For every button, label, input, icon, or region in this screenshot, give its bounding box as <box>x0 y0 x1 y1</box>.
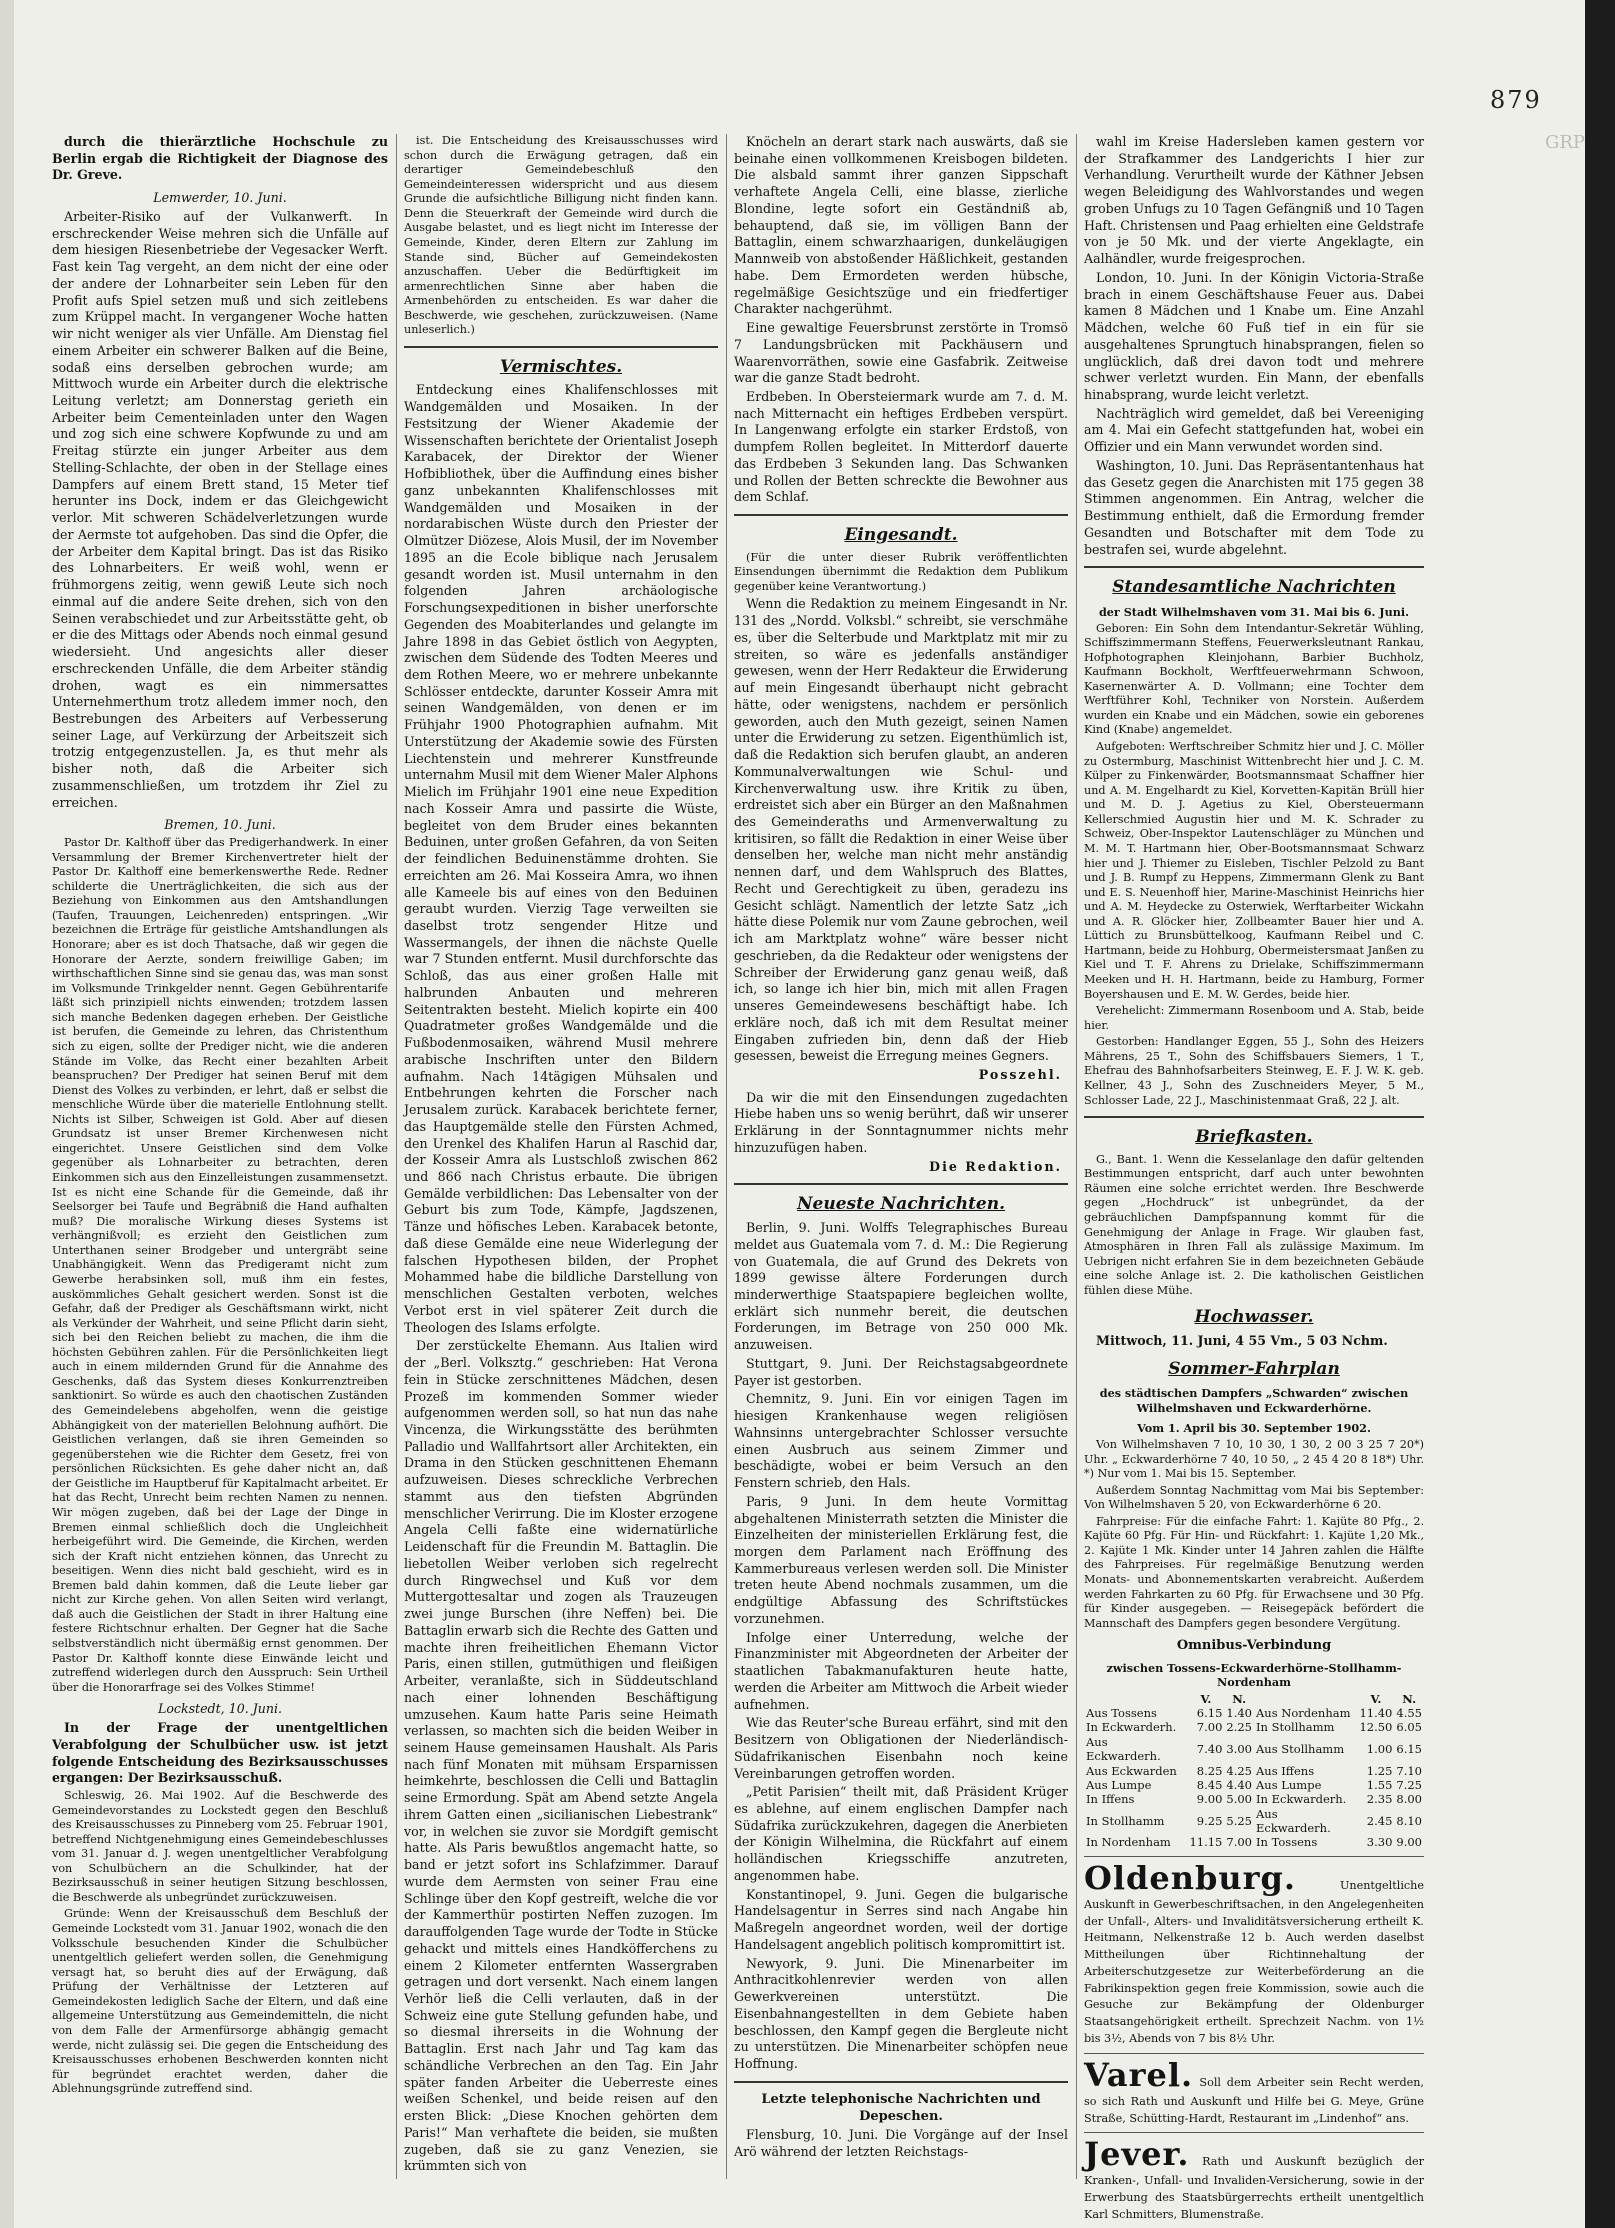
dateline-lockstedt: Lockstedt, 10. Juni. <box>157 1701 283 1717</box>
timetable-cell: 5.25 <box>1226 1813 1252 1828</box>
section-rule <box>404 346 718 348</box>
article-schulbuecher-intro: In der Frage der unentgeltlichen Verabfolgung der Schulbücher usw. ist jetzt folgende Entscheidung des Bezirksausschusses ergangen: Der Bezirksausschuß. <box>52 1720 388 1786</box>
timetable-cell: 9.00 <box>1196 1792 1223 1807</box>
omnibus-route: zwischen Tossens-Eckwarderhörne-Stollhamm-Nordenham <box>1106 1660 1402 1690</box>
ad-jever <box>1084 2132 1424 2222</box>
heading-neueste-nachrichten: Neueste Nachrichten. <box>796 1194 1006 1215</box>
timetable-cell: 4.40 <box>1226 1777 1252 1792</box>
eingesandt-letter: Wenn die Redaktion zu meinem Eingesandt in Nr. 131 des „Nordd. Volksbl.“ schreibt, sie verschmähe es, über die Selterbude und Marktplatz mit mir zu streiten, so wäre es jedenfalls anständiger gewesen, wenn der Herr Redakteur die Erwiderung auf mein Eingesandt überhaupt nicht gebracht hätte, oder wenigstens, nachdem er persönlich geworden, auch den Muth gezeigt, seinen Namen unter die Erwiderung zu setzen. Eigenthümlich ist, daß die Redaktion sich berufen glaubt, an anderen Kommunalverwaltungen wie Schul- und Kirchenverwaltung usw. ihre Kritik zu üben, erdreistet sich aber ein Bürger an den Maßnahmen des Gemeinderaths und Armenverwaltung zu kritisiren, so fällt die Redaktion in einer Weise über denselben her, welche man nicht mehr anständig nennen darf, und dem Wahlspruch des Blattes, Recht und Gerechtigkeit zu üben, geradezu ins Gesicht schlägt. Namentlich der letzte Satz „ich hätte diese Polemik nur vom Zaune gebrochen, weil ich am Marktplatz wohne“ wäre besser nicht geschrieben, da die Redakteur oder wenigstens der Schreiber der Erwiderung ganz genau weiß, daß ich, so lange ich hier bin, mich mit allen Fragen unseres Gemeindewesens beschäftigt habe. Ich erkläre noch, daß ich mit dem Resultat meiner Eingaben zufrieden bin, denn daß der Hieb gesessen, beweist die Erregung meines Gegners. <box>734 596 1068 1064</box>
timetable-header-cell: N. <box>1232 1691 1247 1706</box>
timetable-cell: 7.00 <box>1226 1835 1252 1850</box>
timetable-cell: In Eckwarderh. <box>1256 1792 1347 1807</box>
article-khalifenschloss: Entdeckung eines Khalifenschlosses mit Wandgemälden und Mosaiken. In der Festsitzung der Wiener Akademie der Wissenschaften berichtete der Orientalist Joseph Karabacek, der Direktor der Wiener Hofbibliothek, über die Auffindung eines bisher ganz unbekannten Khalifenschlosses mit Wandgemälden und Mosaiken in der nordarabischen Wüste durch den Priester der Olmützer Diözese, Alois Musil, der im November 1895 an die Ecole biblique nach Jerusalem gesandt worden ist. Musil unternahm in den folgenden Jahren archäologische Forschungsexpeditionen in bisher unerforschte Gegenden des Moabiterlandes und gelangte im Jahre 1898 in das Gebiet östlich von Aegypten, zwischen dem Südende des Todten Meeres und dem Rothen Meere, wo er mehrere unbekannte Schlösser entdeckte, darunter Kosseir Amra mit seinen Wandgemälden, von denen er im Frühjahr 1900 Photographien aufnahm. Mit Unterstützung der Akademie sowie des Fürsten Liechtenstein und mehrerer Kunstfreunde unternahm Musil mit dem Wiener Maler Alphons Mielich im Frühjahr 1901 eine neue Expedition nach Kosseir Amra und passirte die Wüste, begleitet von dem Bruder eines bekannten Beduinen, unter großen Gefahren, da von Seiten der feindlichen Beduinenstämme drohten. Sie erreichten am 26. Mai Kosseira Amra, wo ihnen alle Kameele bis auf eines von den Beduinen geraubt wurden. Vierzig Tage verweilten sie daselbst trotz sengender Hitze und Wassermangels, der ihnen die nächste Quelle war 7 Stunden entfernt. Musil durchforschte das Schloß, das aus einer großen Halle mit halbrunden Anbauten und mehreren Seitentrakten besteht. Mielich kopirte ein 400 Quadratmeter großes Wandgemälde und die Fußbodenmosaiken, während Musil mehrere arabische Inschriften unter den Bildern aufnahm. Nach 14tägigen Mühsalen und Entbehrungen kehrten die Forscher nach Jerusalem zurück. Karabacek berichtete ferner, das Hauptgemälde stelle den Fürsten Achmed, den Urenkel des Khalifen Harun al Raschid dar, der Kosseir Amra als Lustschloß zwischen 862 und 866 nach Christus erbaute. Die übrigen Gemälde verbildlichen: Das Lebensalter von der Geburt bis zum Tode, Kämpfe, Jagdszenen, Tänze und höfisches Leben. Karabacek betonte, daß diese Gemälde eine neue Widerlegung der falschen Hypothesen bilden, der Prophet Mohammed habe die bildliche Darstellung von menschlichen Gestalten verboten, welches Verbot erst in viel späterer Zeit durch die Theologen des Islams erfolgte. <box>404 382 718 1335</box>
news-finanzminister: Infolge einer Unterredung, welche der Finanzminister mit Abgeordneten der Arbeiter der staatlichen Tabakmanufakturen heute hatte, werden die Arbeiter am Mittwoch die Arbeit wieder aufnehmen. <box>734 1629 1068 1712</box>
timetable-cell: 8.45 <box>1196 1777 1223 1792</box>
letter-signature: Posszehl. <box>978 1067 1062 1083</box>
ad-varel-text: Soll dem Arbeiter sein Recht werden, so sich Rath und Auskunft und Hilfe bei G. Meye, Grüne Straße, Schütting-Hardt, Restaurant im „Lindenhof“ ans. <box>1084 2075 1424 2125</box>
article-schulbuecher-beschluss: Schleswig, 26. Mai 1902. Auf die Beschwerde des Gemeindevorstandes zu Lockstedt gegen den Beschluß des Kreisausschusses zu Pinneberg vom 25. Februar 1901, betreffend Nichtgenehmigung eines Gemeindebeschlusses vom 31. Januar d. J. wegen unentgeltlicher Verabfolgung von Schulbüchern an die Schulkinder, hat der Bezirksausschuß in seiner heutigen Sitzung beschlossen, die Beschwerde als unbegründet zurückzuweisen. <box>52 1788 388 1904</box>
timetable-cell: 8.25 <box>1196 1763 1223 1778</box>
timetable-cell: 1.00 <box>1366 1742 1393 1756</box>
fahrplan-prices: Fahrpreise: Für die einfache Fahrt: 1. Kajüte 80 Pfg., 2. Kajüte 60 Pfg. Für Hin- und Rückfahrt: 1. Kajüte 1,20 Mk., 2. Kajüte 1 Mk. Kinder unter 14 Jahren zahlen die Hälfte des Fahrpreises. Für regelmäßige Benutzung werden Monats- und Abonnementskarten verabreicht. Außerdem werden Fahrkarten zu 60 Pfg. für Erwachsene und 30 Pfg. für Kinder ausgegeben. — Reisegepäck befördert die Mannschaft des Dampfers gegen besondere Vergütung. <box>1084 1514 1424 1630</box>
timetable-cell: 3.30 <box>1366 1835 1393 1850</box>
timetable-row <box>1084 1807 1424 1836</box>
timetable-cell: 1.25 <box>1366 1763 1393 1778</box>
ad-oldenburg-text: Unentgeltliche Auskunft in Gewerbeschriftsachen, in den Angelegenheiten der Unfall-, Alters- und Invaliditätsversicherung ertheilt K. Heitmann, Nelkenstraße 12 b. Auch werden daselbst Mittheilungen über Richtinnehaltung der Arbeiterschutzgesetze zur Weiterbeförderung an die Fabrikinspektion gegen freie Kommission, sowie auch die Gesuche zur Bekämpfung der Oldenburger Staatsangehörigkeit ertheilt. Sprechzeit Nachm. von 1½ bis 3½, Abends von 7 bis 8½ Uhr. <box>1084 1878 1424 2045</box>
standesamt-aufgeboten: Aufgeboten: Werftschreiber Schmitz hier und J. C. Möller zu Ostermburg, Maschinist Wittenbrecht hier und J. C. M. Külper zu Finkenwärder, Bootsmannsmaat Schaffner hier und A. M. Engelhardt zu Kiel, Korvetten-Kapitän Brüll hier und M. D. J. Agetius zu Kiel, Obersteuermann Kellerschmied Augustin hier und M. K. Schrader zu Schweiz, Ober-Inspektor Lautenschläger zu München und M. M. T. Hartmann hier, Ober-Bootsmannsmaat Schwarz hier und J. Thiemer zu Eisleben, Tischler Pelzold zu Bant und J. B. Rumpf zu Heppens, Zimmermann Glenk zu Bant und E. S. Neuenhoff hier, Marine-Maschinist Heinrichs hier und A. M. Heydecke zu Osterwiek, Werftarbeiter Wickahn und A. R. Glöcker hier, Zollbeamter Bauer hier und A. Lüttich zu Brunsbüttelkoog, Kaufmann Reibel und C. Hartmann, beide zu Hohburg, Obermeistersmaat Janßen zu Kiel und T. F. Ahrens zu Drielake, Schiffszimmermann Meeken und H. H. Hartmann, beide zu Hamburg, Former Boyershausen und E. M. W. Gerdes, beide hier. <box>1084 740 1424 1001</box>
page-right-edge-shadow <box>1585 0 1615 2228</box>
timetable-row <box>1084 1706 1424 1720</box>
timetable-cell: Aus Iffens <box>1256 1763 1315 1778</box>
timetable-cell: 1.40 <box>1226 1706 1252 1721</box>
timetable-cell: 4.55 <box>1396 1706 1422 1721</box>
timetable-cell: Aus Stollhamm <box>1256 1742 1345 1756</box>
faint-page-code: GRP <box>1545 132 1586 153</box>
timetable-cell: 1.55 <box>1366 1777 1393 1792</box>
timetable-cell: 8.10 <box>1396 1813 1422 1828</box>
timetable-cell: 7.25 <box>1396 1777 1422 1792</box>
column-4 <box>1084 134 1424 2221</box>
article-kreisausschuss-end: ist. Die Entscheidung des Kreisausschusses wird schon durch die Erwägung getragen, daß ein derartiger Gemeindebeschluß den Gemeindeinteressen widerspricht und aus diesem Grunde die aufsichtliche Billigung nicht finden kann. Denn die Steuerkraft der Gemeinde wird durch die Ausgabe belastet, und es liegt nicht im Interesse der Gemeinde, Kinder, deren Eltern zur Zahlung im Stande sind, Bücher auf Gemeindekosten anzuschaffen. Ueber die Bedürftigkeit im armenrechtlichen Sinne aber haben die Armenbehörden zu entscheiden. Es war daher die Beschwerde, wie geschehen, zurückzuweisen. (Name unleserlich.) <box>404 134 718 337</box>
timetable-cell: In Stollhamm <box>1086 1813 1165 1828</box>
section-rule <box>734 1183 1068 1185</box>
briefkasten-answer: G., Bant. 1. Wenn die Kesselanlage den dafür geltenden Bestimmungen entspricht, darf auch unter bewohnten Räumen eine solche errichtet werden. Ihre Beschwerde gegen „Hochdruck“ ist unbegründet, da der gebräuchlichen Dampfspannung kommt für die Genehmigung der Anlage in Frage. Wir glauben fast, Atmosphären in Ihren Fall als zulässige Maximum. Im Uebrigen nicht erfahren Sie in dem bezeichneten Gebäude eine solche Anlage ist. 2. Die katholischen Geistlichen fühlen diese Mühe. <box>1084 1152 1424 1297</box>
fahrplan-departures: Von Wilhelmshaven 7 10, 10 30, 1 30, 2 00 3 25 7 20*) Uhr. „ Eckwarderhörne 7 40, 10 50, „ 2 45 4 20 8 18*) Uhr. *) Nur vom 1. Mai bis 15. September. <box>1084 1437 1424 1481</box>
standesamt-geboren: Geboren: Ein Sohn dem Intendantur-Sekretär Wühling, Schiffszimmermann Steffens, Feuerwerksleutnant Rankau, Hofphotographen Kleinjohann, Barbier Buchholz, Kaufmann Bockholt, Werftfeuerwehrmann Schwoon, Kasernenwärter A. D. Vollmann; eine Tochter dem Werftführer Kohl, Techniker von Norstein. Außerdem wurden ein Knabe und ein Mädchen, sowie ein geborenes Kind (Knabe) angemeldet. <box>1084 621 1424 737</box>
dateline-bremen: Bremen, 10. Juni. <box>164 817 276 833</box>
ad-oldenburg-title: Oldenburg. <box>1084 1858 1297 1897</box>
timetable-cell: 4.25 <box>1226 1763 1252 1778</box>
article-hadersleben: wahl im Kreise Hadersleben kamen gestern vor der Strafkammer des Landgerichts I hier zur Verhandlung. Verurtheilt wurde der Käthner Jebsen wegen Beleidigung des Wahlvorstandes und wegen groben Unfugs zu 10 Tagen Gefängniß und 10 Tagen Haft. Christensen und Paag erhielten eine Geldstrafe von je 50 Mk. und der vierte Angeklagte, ein Aalhändler, wurde freigesprochen. <box>1084 134 1424 267</box>
section-rule <box>1084 566 1424 568</box>
timetable-cell: 12.50 <box>1359 1720 1393 1735</box>
column-rule-2 <box>726 134 727 2179</box>
omnibus-timetable <box>1084 1692 1424 1850</box>
timetable-cell: 6.15 <box>1196 1706 1223 1721</box>
heading-standesamt: Standesamtliche Nachrichten <box>1112 577 1396 598</box>
timetable-cell: 6.15 <box>1396 1742 1422 1756</box>
ad-jever-text: Rath und Auskunft bezüglich der Kranken-, Unfall- und Invaliden-Versicherung, sowie in der Erwerbung des Staatsbürgerrechts ertheilt unentgeltlich Karl Schmitters, Blumenstraße. <box>1084 2155 1424 2221</box>
standesamt-gestorben: Gestorben: Handlanger Eggen, 55 J., Sohn des Heizers Mährens, 25 T., Sohn des Schiffsbauers Siemers, 1 T., Ehefrau des Bahnhofsarbeiters Steinweg, E. F. J. W. K. geb. Kellner, 43 J., Sohn des Zuschneiders Meyer, 5 M., Schlosser Lade, 22 J., Maschinistenmaat Graß, 22 J. alt. <box>1084 1035 1424 1107</box>
article-celli-continued: Knöcheln an derart stark nach auswärts, daß sie beinahe einen vollkommenen Kreisbogen bildeten. Die alsbald sammt ihrer ganzen Sippschaft verhaftete Angela Celli, eine blasse, zierliche Blondine, legte sofort ein Geständniß ab, behauptend, daß sie, im völligen Bann der Battaglin, einem schwarzhaarigen, dunkeläugigen Mannweib von abstoßender Häßlichkeit, gestanden habe. Dem Ermordeten werden hübsche, regelmäßige Gesichtszüge und ein friedfertiger Charakter nachgerühmt. <box>734 134 1068 317</box>
article-arbeiter-risiko: Arbeiter-Risiko auf der Vulkanwerft. In erschreckender Weise mehren sich die Unfälle auf dem hiesigen Riesenbetriebe der Vegesacker Werft. Fast kein Tag vergeht, an dem nicht der eine oder der andere der Lohnarbeiter sein Leben für den Profit aufs Spiel setzen muß und sich zeitlebens zum Krüppel macht. In vergangener Woche hatten wir nicht weniger als vier Unfälle. Am Dienstag fiel einem Arbeiter ein schwerer Balken auf die Beine, sodaß eins derselben gebrochen wurde; am Mittwoch wurde ein Arbeiter durch die elektrische Leitung verletzt; am Donnerstag gerieth ein Arbeiter beim Cementeinladen unter den Wagen und zog sich eine schwere Kopfwunde zu und am Freitag stürzte ein junger Arbeiter aus dem Stelling-Schlachte, der oben in der Stellage eines Dampfers auf einem Brett stand, 15 Meter tief herunter ins Dock, indem er das Gleichgewicht verlor. Mit schweren Schädelverletzungen wurde der Aermste tot aufgehoben. Das sind die Opfer, die der Arbeiter dem Kapital bringt. Das ist das Risiko des Lohnarbeiters. Er weiß wohl, wenn er frühmorgens zeitig, wenn gewiß Leute sich noch einmal auf die andere Seite drehen, sich von den Seinen verabschiedet und zur Arbeitsstätte geht, ob er die des Mittags oder Abends noch einmal gesund wiedersieht. Und angesichts aller dieser erschreckenden Unfälle, die dem Arbeiter ständig drohen, wagt es ein nimmersattes Unternehmerthum trotz alledem immer noch, den Bestrebungen des Arbeiters auf Verbesserung seiner Lage, auf Verkürzung der Arbeitszeit sich trotzig entgegenzustellen. Ja, es thut mehr als bisher noth, daß die Arbeiter sich zusammenschließen, um trotzdem ihr Ziel zu erreichen. <box>52 208 388 810</box>
column-1 <box>52 134 388 2179</box>
section-rule <box>734 514 1068 516</box>
timetable-header-cell: V. <box>1370 1691 1382 1706</box>
timetable-cell: 2.25 <box>1226 1720 1252 1735</box>
page-number: 879 <box>1490 86 1542 114</box>
heading-letzte-nachrichten: Letzte telephonische Nachrichten und Depeschen. <box>761 2091 1041 2125</box>
timetable-cell: 2.35 <box>1366 1792 1393 1807</box>
timetable-cell: 2.45 <box>1366 1813 1393 1828</box>
timetable-cell: In Iffens <box>1086 1792 1135 1807</box>
heading-eingesandt: Eingesandt. <box>844 525 958 546</box>
timetable-cell: 8.00 <box>1396 1792 1422 1807</box>
timetable-cell: 9.00 <box>1396 1835 1422 1850</box>
fahrplan-subtitle: des städtischen Dampfers „Schwarden“ zwischen Wilhelmshaven und Eckwarderhörne. <box>1099 1386 1409 1415</box>
timetable-cell: Aus Eckwarderh. <box>1086 1734 1161 1764</box>
timetable-header-cell <box>1254 1692 1357 1706</box>
timetable-cell: In Stollhamm <box>1256 1720 1335 1735</box>
timetable-cell: 6.05 <box>1396 1720 1422 1735</box>
section-rule <box>734 2081 1068 2083</box>
timetable-cell: 7.00 <box>1196 1720 1223 1735</box>
timetable-row <box>1084 1778 1424 1792</box>
news-flensburg: Flensburg, 10. Juni. Die Vorgänge auf der Insel Arö während der letzten Reichstags- <box>734 2127 1068 2160</box>
timetable-row <box>1084 1764 1424 1778</box>
timetable-cell: Aus Tossens <box>1086 1706 1157 1721</box>
timetable-cell: 11.15 <box>1189 1835 1223 1850</box>
timetable-header-cell: N. <box>1402 1691 1417 1706</box>
timetable-cell: Aus Lumpe <box>1256 1777 1322 1792</box>
timetable-cell: 11.40 <box>1359 1706 1393 1721</box>
news-chemnitz: Chemnitz, 9. Juni. Ein vor einigen Tagen im hiesigen Krankenhause wegen religiösen Wahnsinns untergebrachter Schlosser versuchte einen Ausbruch aus seinem Zimmer und beschädigte, wobei er beim Versuch an den Fenstern schrieb, den Hals. <box>734 1391 1068 1491</box>
timetable-cell: 7.10 <box>1396 1763 1422 1778</box>
timetable-cell: In Eckwarderh. <box>1086 1720 1177 1735</box>
column-3 <box>734 134 1068 2179</box>
news-vereeniging: Nachträglich wird gemeldet, daß bei Vereeniging am 4. Mai ein Gefecht stattgefunden hat, wobei ein Offizier und ein Mann verwundet worden sind. <box>1084 405 1424 455</box>
news-reuter: Wie das Reuter'sche Bureau erfährt, sind mit den Besitzern von Obligationen der Niederländisch-Südafrikanischen Eisenbahn noch keine Vereinbarungen getroffen worden. <box>734 1715 1068 1781</box>
news-stuttgart: Stuttgart, 9. Juni. Der Reichstagsabgeordnete Payer ist gestorben. <box>734 1355 1068 1388</box>
ad-oldenburg <box>1084 1856 1424 2047</box>
column-rule-3 <box>1076 134 1077 2179</box>
timetable-cell: Aus Nordenham <box>1256 1706 1351 1721</box>
article-kalthoff: Pastor Dr. Kalthoff über das Predigerhandwerk. In einer Versammlung der Bremer Kirchenvertreter hielt der Pastor Dr. Kalthoff eine bemerkenswerthe Rede. Redner schilderte die Unerträglichkeiten, die sich aus der Beziehung von Einkommen aus den Amtshandlungen (Taufen, Trauungen, Leichenreden) entspringen. „Wir bezeichnen die Erträge für geistliche Amtshandlungen als Honorare; aber es ist doch Thatsache, daß wir gegen die Honorare der Aerzte, sondern freiwillige Gaben; im wirthschaftlichen Sinne sind sie genau das, was man sonst im Volksmunde Trinkgelder nennt. Gegen Gebührentarife läßt sich prinzipiell nichts einwenden; trotzdem lassen sich manche Bedenken dagegen erheben. Der Geistliche ist berufen, die Gemeinde zu lehren, das Christenthum sich zu eigen, sollte der Prediger nicht, wie die anderen Stände im Volke, das Recht einer bezahlten Arbeit beanspruchen? Der Prediger hat seinen Beruf mit dem Dienst des Volkes zu verbinden, er lehrt, daß er selbst die menschliche Würde über die materielle Entlohnung stellt. Nichts ist Silber, Schweigen ist Gold. Aber auf diesen Grundsatz ist unser Bremer Kirchenwesen nicht eingerichtet. Unsere Geistlichen sind dem Volke gegenüber als Lohnarbeiter zu betrachten, deren Einkommen sich aus den Einzelleistungen zusammensetzt. Ist es nicht eine Schande für die Gemeinde, daß ihr Seelsorger bei Taufe und Begräbniß die Hand aufhalten muß? Die moralische Wirkung dieses Systems ist verhängnißvoll; es erzieht den Geistlichen zum Unterthanen seiner Brodgeber und untergräbt seine Unabhängigkeit. Wenn das Predigeramt nicht zum Gewerbe herabsinken soll, muß ihm ein festes, auskömmliches Gehalt gesichert werden. Sonst ist die Gefahr, daß der Prediger als Geschäftsmann wirkt, nicht als Verkünder der Wahrheit, und seine Pflicht darin sieht, sich bei den Reichen beliebt zu machen, die ihm die höchsten Gebühren zahlen. Für die Persönlichkeiten liegt auch in einem mildernden Grund für die Annahme des Geschenks, daß das System dieses Konkurrenztreiben sanktionirt. So würde es auch den chaotischen Zuständen des Gemeindelebens abgeholfen, wenn die geistige Abhängigkeit von der materiellen Belohnung aufhört. Die Geistlichen verlangen, daß sie ihren Gemeinden so gegenüberstehen wie die Richter dem Gesetz, frei von persönlichen Rücksichten. Es gehe daher nicht an, daß der Geistliche im Hauptberuf für Kapitalmacht arbeitet. Er hat das Recht, Unrecht beim rechten Namen zu nennen. Wir mögen zugeben, daß bei der Lage der Dinge in Bremen einmal schließlich doch die Ungleichheit herbeigeführt wird. Die Gemeinde, die Kirchen, werden sich der Kraft nicht entziehen können, das Unrecht zu beseitigen. Wenn dies nicht bald geschieht, wird es in Bremen bald dahin kommen, daß die Leute lieber gar nicht zur Kirche gehen. Von allen Seiten wird verlangt, daß auch die Geistlichen der Stadt in ihrer Haltung eine festere Richtschnur erhalten. Der Gegner hat die Sache selbstverständlich nicht übermäßig ernst genommen. Der Pastor Dr. Kalthoff konnte diese Einwände leicht und zutreffend widerlegen durch den Ausspruch: Sein Urtheil über die Honorarfrage sei des Volkes Stimme! <box>52 836 388 1694</box>
section-rule <box>1084 1116 1424 1118</box>
timetable-cell: 7.40 <box>1196 1742 1223 1756</box>
timetable-cell: Aus Lumpe <box>1086 1777 1152 1792</box>
news-konstantinopel: Konstantinopel, 9. Juni. Gegen die bulgarische Handelsagentur in Serres sind nach Angabe hin Maßregeln angeordnet worden, weil der dortige Handelsagent angeblich politisch kompromittirt ist. <box>734 1886 1068 1952</box>
article-zerstueckelte-ehemann: Der zerstückelte Ehemann. Aus Italien wird der „Berl. Volksztg.“ geschrieben: Hat Verona fein in Stücke zerschnittenes Mädchen, desen Prozeß im kommenden Sommer wieder aufgenommen werden soll, so hat nun das nahe Vincenza, die Wirkungsstätte des berühmten Palladio und Wallfahrtsort aller Architekten, ein Drama in den Stücken geschnittenen Ehemann aufzuweisen. Dieses schreckliche Verbrechen stammt aus den tiefsten Abgründen menschlicher Verirrung. Die im Kloster erzogene Angela Celli faßte eine widernatürliche Leidenschaft für die Freundin M. Battaglin. Die liebetollen Weiber verloben sich regelrecht durch Ringwechsel und Kuß vor dem Muttergottesaltar und zogen als Trauzeugen zwei junge Burschen (ihre Neffen) bei. Die Battaglin erwarb sich die Rechte des Gatten und machte ihren freiheitlichen Ehemann Victor Paris, einen stillen, gutmüthigen und fleißigen Arbeiter, veranlaßte, sich in Süddeutschland nach einer lohnenden Beschäftigung umzusehen. Kaum hatte Paris seine Heimath verlassen, so machten sich die beiden Weiber in seinem Hause gemeinsamen Haushalt. Als Paris nach fünf Monaten mit mühsam Ersparnissen heimkehrte, beschlossen die Celli und Battaglin seine Ermordung. Spät am Abend setzte Angela ihrem Gatten einen „sicilianischen Liebestrank“ vor, in welchen sie zuvor sie Mordgift gemischt hatte. Als Paris bewußtlos angemacht hatte, so band er jetzt sofort ins Schlafzimmer. Darauf wurde dem Aermsten von seiner Frau eine Schlinge über den Kopf gestreift, welche die vor der Kammerthür postirten Neffen zuzogen. Im darauffolgenden Tage wurde der Todte in Stücke gehackt und mittels eines Handköfferchens zu einem 2 Kilometer entfernten Wassergraben getragen und dort versenkt. Nach einem langen Verhör ließ die Celli verlauten, daß in der Schweiz eine gute Stellung gefunden habe, und so diesmal ihrerseits in die Wohnung der Battaglin. Erst nach Jahr und Tag kam das schändliche Verbrechen an den Tag. Ein Jahr später fanden Arbeiter die Ueberreste eines weißen Schenkel, und beide reisen auf den ersten Blick: „Diese Knochen gehörten dem Paris!“ Man verhaftete die beiden, sie mußten zugeben, daß sie zu ganz Venezien, sie krümmten sich von <box>404 1338 718 2174</box>
timetable-row <box>1084 1792 1424 1806</box>
news-petit-parisien: „Petit Parisien“ theilt mit, daß Präsident Krüger es ablehne, auf einem englischen Dampfer nach Südafrika zurückzukehren, dagegen die Anerbieten der Königin Wilhelmina, die Rückfahrt auf einem holländischen Kriegsschiffe anzutreten, angenommen habe. <box>734 1784 1068 1883</box>
fahrplan-period: Vom 1. April bis 30. September 1902. <box>1137 1421 1371 1436</box>
heading-omnibus: Omnibus-Verbindung <box>1176 1638 1332 1654</box>
hochwasser-times: Mittwoch, 11. Juni, 4 55 Vm., 5 03 Nchm. <box>1096 1332 1388 1348</box>
news-paris: Paris, 9 Juni. In dem heute Vormittag abgehaltenen Ministerrath setzten die Minister die Einzelheiten der ministeriellen Erklärung fest, die morgen dem Parlament nach Eröffnung des Kammerbureaus verlesen werden soll. Die Minister treten heute Abend nochmals zusammen, um die endgültige Abfassung des Schriftstückes vorzunehmen. <box>734 1493 1068 1626</box>
timetable-cell: 3.00 <box>1226 1742 1252 1756</box>
news-newyork: Newyork, 9. Juni. Die Minenarbeiter im Anthracitkohlenrevier werden von allen Gewerkvereinen unterstützt. Die Eisenbahnangestellten in dem Gebiete haben beschlossen, den Kampf gegen die Bergleute nicht zu unterstützen. Die Minenarbeiter schöpfen neue Hoffnung. <box>734 1955 1068 2072</box>
redaktion-signature: Die Redaktion. <box>929 1158 1062 1174</box>
timetable-row <box>1084 1735 1424 1764</box>
article-erdbeben: Erdbeben. In Obersteiermark wurde am 7. d. M. nach Mitternacht ein heftiges Erdbeben verspürt. In Langenwang erfolgte ein starker Erdstoß, von dumpfem Rollen begleitet. In Mitterdorf dauerte das Erdbeben 3 Sekunden lang. Das Schwanken und Rollen der Betten schreckte die Bewohner aus dem Schlaf. <box>734 389 1068 505</box>
dateline-lemwerder: Lemwerder, 10. Juni. <box>153 190 287 206</box>
column-rule-1 <box>396 134 397 2179</box>
redaktion-reply: Da wir die mit den Einsendungen zugedachten Hiebe haben uns so wenig berührt, daß wir unserer Erklärung in der Sonntagnummer nichts mehr hinzuzufügen haben. <box>734 1089 1068 1155</box>
ad-varel-title: Varel. <box>1084 2055 1194 2094</box>
article-schulbuecher-gruende: Gründe: Wenn der Kreisausschuß dem Beschluß der Gemeinde Lockstedt vom 31. Januar 1902, wonach die den Volksschule besuchenden Kinder die Schulbücher unentgeltlich geliefert werden sollen, die Genehmigung versagt hat, so beruht dies auf der Erwägung, daß Prüfung der Verhältnisse der Letzteren auf Gemeindekosten lediglich Sache der Eltern, und daß eine allgemeine Unterstützung aus Gemeindemitteln, die nicht von dem Falle der Armenfürsorge abhängig gemacht werde, nicht zulässig sei. Die gegen die Entscheidung des Kreisausschusses erhobenen Beschwerden konnten nicht für begründet erachtet werden, daher die Ablehnungsgründe zutreffend sind. <box>52 1907 388 2096</box>
heading-briefkasten: Briefkasten. <box>1195 1127 1313 1148</box>
heading-vermischtes: Vermischtes. <box>499 356 623 377</box>
ad-varel <box>1084 2053 1424 2127</box>
article-feuersbrunst: Eine gewaltige Feuersbrunst zerstörte in Tromsö 7 Landungsbrücken mit Packhäusern und Waarenvorräthen, sowie eine Gasfabrik. Zeitweise war die ganze Stadt bedroht. <box>734 320 1068 386</box>
timetable-cell: Aus Eckwarden <box>1086 1763 1177 1778</box>
news-berlin: Berlin, 9. Juni. Wolffs Telegraphisches Bureau meldet aus Guatemala vom 7. d. M.: Die Regierung von Guatemala, die auf Grund des Dekrets von 1899 gewisse ältere Forderungen durch minderwerthige Staatspapiere begleichen wollte, erklärt sich nunmehr bereit, die deutschen Forderungen, im Betrage von 250 000 Mk. anzuweisen. <box>734 1220 1068 1353</box>
standesamt-verehelicht: Verehelicht: Zimmermann Rosenboom und A. Stab, beide hier. <box>1084 1004 1424 1032</box>
news-london: London, 10. Juni. In der Königin Victoria-Straße brach in einem Geschäftshause Feuer aus. Dabei kamen 8 Mädchen und 1 Knabe um. Eine Anzahl Mädchen, welche 60 Fuß tief in ein für sie ausgehaltenes Sprungtuch hinabsprangen, fielen so unglücklich, daß drei davon todt und mehrere schwer verletzt wurden. Ein Mann, der ebenfalls hinabsprang, wurde leicht verletzt. <box>1084 269 1424 403</box>
timetable-cell: In Tossens <box>1256 1835 1318 1850</box>
fahrplan-sunday: Außerdem Sonntag Nachmittag vom Mai bis September: Von Wilhelmshaven 5 20, von Eckwarderhörne 6 20. <box>1084 1483 1424 1512</box>
timetable-header-cell <box>1084 1692 1187 1706</box>
eingesandt-disclaimer: (Für die unter dieser Rubrik veröffentlichten Einsendungen übernimmt die Redaktion dem Publikum gegenüber keine Verantwortung.) <box>734 550 1068 593</box>
timetable-row <box>1084 1835 1424 1849</box>
timetable-cell: 5.00 <box>1226 1792 1252 1807</box>
col1-intro: durch die thierärztliche Hochschule zu Berlin ergab die Richtigkeit der Diagnose des Dr. Greve. <box>52 134 388 183</box>
standesamt-subtitle: der Stadt Wilhelmshaven vom 31. Mai bis 6. Juni. <box>1098 604 1410 619</box>
column-2 <box>404 134 718 2179</box>
timetable-cell: 9.25 <box>1196 1813 1223 1828</box>
timetable-cell: Aus Eckwarderh. <box>1256 1806 1331 1836</box>
timetable-row <box>1084 1720 1424 1734</box>
timetable-header-row <box>1084 1692 1424 1706</box>
ad-jever-title: Jever. <box>1084 2135 1190 2174</box>
timetable-cell: In Nordenham <box>1086 1835 1171 1850</box>
heading-sommer-fahrplan: Sommer-Fahrplan <box>1168 1358 1340 1379</box>
page-left-margin <box>0 0 14 2228</box>
heading-hochwasser: Hochwasser. <box>1194 1307 1314 1328</box>
news-washington: Washington, 10. Juni. Das Repräsentantenhaus hat das Gesetz gegen die Anarchisten mit 175 gegen 38 Stimmen angenommen. Ein Antrag, welcher die Bestimmung enthielt, daß die Ermordung fremder Gesandten und Botschafter mit dem Tode zu bestrafen sei, wurde abgelehnt. <box>1084 457 1424 557</box>
timetable-header-cell: V. <box>1200 1691 1212 1706</box>
